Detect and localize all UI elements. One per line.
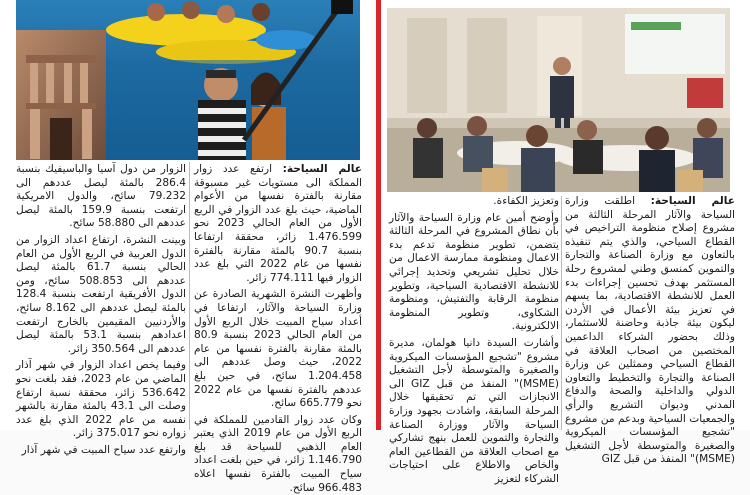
left-article-column-2 — [16, 163, 187, 456]
paragraph: وفيما يخص اعداد الزوار في شهر آذار الماضي من عام 2023، فقد بلغت نحو 536.642 زائر، محققة نسبة ارتفاع وصلت الى 43.1 بالمئة مقارنة بالشهر نفسه من عام 2022 الذي بلغ عدد زواره نحو 375.017 زائر. — [16, 359, 186, 440]
paragraph: وبينت النشرة، ارتفاع اعداد الزوار من الدول العربية في الربع الأول من العام الحالي بنسبة 61.7 بالمئة ليصل عددهم الى 508.853 سائح، ومن الدول الأفريقية ارتفعت بنسبة 128.4 بالمئة ليصل عددهم الى 8.162 سائح، والأردنيين المقيمين بالخارج ارتفعت اعدادهم بنسبة 53.1 بالمئة ليصل عددهم الى 350.564 زائر. — [16, 233, 186, 355]
tourists-selfie-photo — [16, 0, 360, 160]
column-divider — [189, 162, 190, 430]
paragraph: عالم السياحة: ارتفع عدد زوار المملكة الى مستويات غير مسبوقة مقارنة بالفترة نفسها من الأعوام الماضية، حيث بلغ عدد الزوار في الربع الأول من العام الحالي 2023 نحو 1.476.599 زائر، محققة ارتفاعا بنسبة 90.7 بالمئة مقارنة بالفترة نفسها من عام 2022 التي بلغ عدد الزوار فيها 774.111 زائر. — [194, 163, 362, 284]
paragraph: وكان عدد زوار القادمين للمملكة في الربع الأول من عام 2019 الذي يعتبر العام الذهبي للسياحة قد بلغ 1.146.790 زائر، في حين بلغت اعداد سياح المبيت بالفترة نفسها اعلاه 966.483 سائح. — [194, 413, 362, 494]
column-divider — [561, 196, 562, 430]
paragraph: وأشارت السيدة دانيا هولمان، مديرة مشروع "تشجيع المؤسسات الميكروية والصغيرة والمتوسطة لأجل التشغيل (MSME)" المنفذ من قبل GIZ الى الانجازات التي تم تحقيقها خلال المرحلة السابقة، واشادت بجهود وزارة السياحة والآثار ووزارة الصناعة والتجارة والتموين للعمل بنهج تشاركي مع اصحاب العلاقة من القطاعين العام والخاص والاطلاع على احتياجات الشركاء لتعزيز — [389, 336, 559, 485]
tourism-article — [0, 0, 372, 494]
left-article-column-1 — [194, 163, 362, 494]
paragraph: وأظهرت النشرة الشهرية الصادرة عن وزارة السياحة والآثار، ارتفاعا في أعداد سياح المبيت خلال الربع الأول من العام الحالي 2023 بنسبة 80.9 بالمئة مقارنة بالفترة نفسها من عام 2022، حيث وصل عددهم الى 1.204.458 سائح، في حين بلغ عددهم بالفترة نفسها من عام 2022 نحو 665.779 سائح. — [194, 288, 362, 410]
paragraph: الزوار من دول آسيا والباسيفيك بنسبة 286.4 بالمئة ليصل عددهم الى 79.232 سائح، والدول الامريكية ارتفعت بنسبة 159.9 بالمئة ليصل عددهم الى 58.880 سائح. — [16, 163, 187, 230]
paragraph: وأوضح أمين عام وزارة السياحة والآثار بأن نطاق المشروع في المرحلة الثالثة يتضمن، تطوير منظومة تدعم بدء الاعمال ومنظومة ممارسة الاعمال من خلال تحليل تشريعي وتحديد إجرائي للانشطة الاقتصادية السياحية، وتطوير منظومة الرقابة والتفتيش، ومنظومة الشكاوى، وتطوير المنظومة الالكترونية. — [389, 211, 559, 333]
paragraph: وارتفع عدد سياح المبيت في شهر آذار — [21, 443, 186, 456]
right-article-column-1 — [565, 195, 735, 466]
paragraph: وتعزيز الكفاءة. — [493, 195, 559, 207]
seminar-photo — [387, 8, 730, 192]
paragraph: عالم السياحة: اطلقت وزارة السياحة والآثار المرحلة الثالثة من مشروع إصلاح منظومة التراخيص في القطاع السياحي، والذي يتم تنفيذه بالتعاون مع وزارة الصناعة والتجارة والتموين كمنسق وطني لمشروع رحلة المستثمر بهدف تحسين إجراءات بدء العمل للانشطة الاقتصادية، بما يسهم في تعزيز بيئة الأعمال في الأردن ليكون بيئة جاذبة وحاضنة للاستثمار، وذلك بحضور الشركاء الداعمين المختصين من اصحاب العلاقة في القطاع السياحي وممثلين عن وزارة الصناعة والتجارة والتخطيط والتعاون الدولي والداخلية والصحة والدفاع المدني وديوان التشريع والرأي والجمعيات السياحية وبدعم من مشروع "تشجيع المؤسسات الميكروية والصغيرة والمتوسطة لأجل التشغيل (MSME)" المنفذ من قبل GIZ — [565, 195, 735, 466]
right-article-column-2 — [389, 195, 559, 485]
